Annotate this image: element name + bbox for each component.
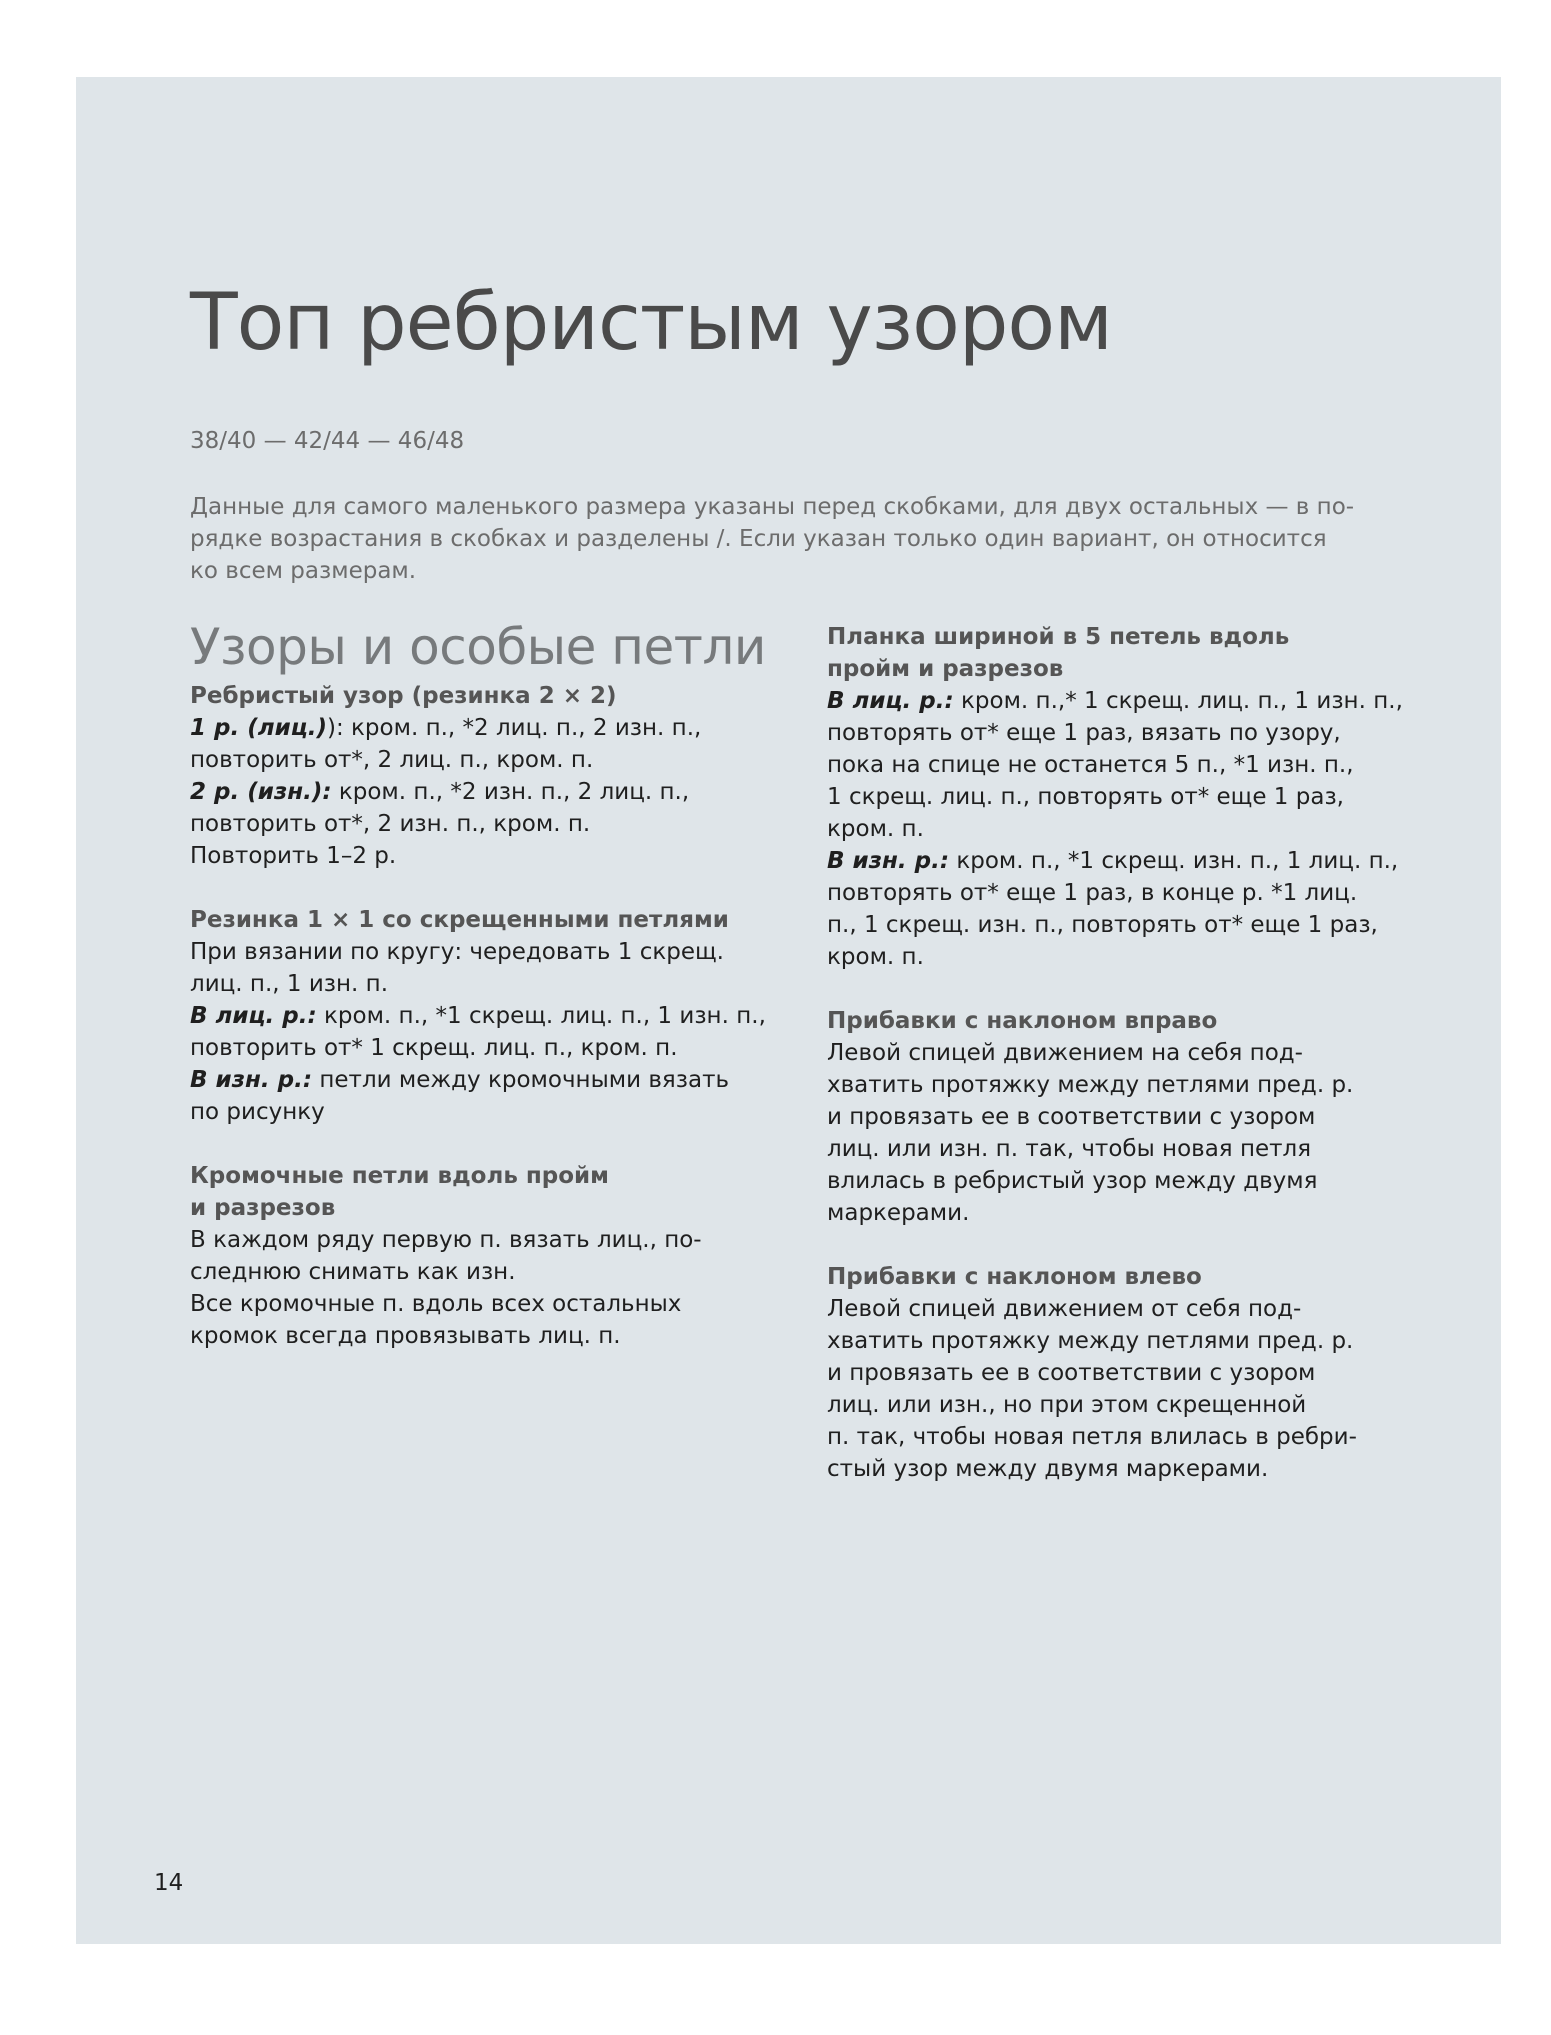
intro-paragraph [190, 491, 1354, 587]
increase-left-line: Левой спицей движением от себя под- [827, 1296, 1302, 1322]
placket-face-line [827, 685, 1467, 717]
back-row-label: В изн. р.: [827, 848, 950, 874]
increase-left-line: и провязать ее в соответствии с узором [827, 1360, 1316, 1386]
right-column [827, 621, 1467, 1517]
placket-text-line: повторять от* еще 1 раз, в конце р. *1 лиц. [827, 880, 1358, 906]
intro-line: ко всем размерам. [190, 558, 417, 584]
increase-right-line: и провязать ее в соответствии с узором [827, 1104, 1316, 1130]
placket-text-line: повторять от* еще 1 раз, вязать по узору, [827, 720, 1341, 746]
ribbed-pattern-block [190, 680, 790, 872]
rib1x1-line: лиц. п., 1 изн. п. [190, 971, 389, 997]
rib1x1-line: При вязании по кругу: чередовать 1 скрещ. [190, 939, 724, 965]
placket-text-line: п., 1 скрещ. изн. п., повторять от* еще 1 раз, [827, 912, 1378, 938]
page-number: 14 [154, 1870, 184, 1896]
placket-heading-line: пройм и разрезов [827, 656, 1064, 682]
back-row-text: кром. п., *1 скрещ. изн. п., 1 лиц. п., [949, 848, 1399, 874]
placket-text-line: кром. п. [827, 816, 924, 842]
row1-line [190, 712, 790, 744]
section-title: Узоры и особые петли [190, 618, 766, 676]
row2-label: 2 р. (изн.): [190, 779, 332, 805]
placket-back-line [827, 845, 1467, 877]
intro-line: рядке возрастания в скобках и разделены /. Если указан только один вариант, он относится [190, 526, 1327, 552]
edge-stitches-block [190, 1160, 790, 1352]
row1-label: 1 р. (лиц.) [190, 715, 327, 741]
edge-text-line: Все кромочные п. вдоль всех остальных [190, 1291, 682, 1317]
rib1x1-back-continuation: по рисунку [190, 1099, 325, 1125]
rib1x1-heading: Резинка 1 × 1 со скрещенными петлями [190, 907, 729, 933]
sizes-line: 38/40 — 42/44 — 46/48 [190, 428, 465, 454]
back-row-text: петли между кромочными вязать [312, 1067, 730, 1093]
edge-text-line: следнюю снимать как изн. [190, 1259, 516, 1285]
left-column [190, 618, 790, 1384]
repeat-line: Повторить 1–2 р. [190, 843, 397, 869]
row2-line [190, 776, 790, 808]
placket-block [827, 621, 1467, 973]
row1-text: ): кром. п., *2 лиц. п., 2 изн. п., [327, 715, 702, 741]
row2-text: кром. п., *2 изн. п., 2 лиц. п., [331, 779, 690, 805]
placket-text-line: пока на спице не останется 5 п., *1 изн. п., [827, 752, 1354, 778]
increase-right-line: маркерами. [827, 1200, 970, 1226]
rib1x1-block [190, 904, 790, 1128]
rib1x1-back-line [190, 1064, 790, 1096]
increase-right-line: хватить протяжку между петлями пред. р. [827, 1072, 1354, 1098]
increase-right-block [827, 1005, 1467, 1229]
increase-left-block [827, 1261, 1467, 1485]
back-row-label: В изн. р.: [190, 1067, 313, 1093]
increase-right-line: Левой спицей движением на себя под- [827, 1040, 1303, 1066]
page-title: Топ ребристым узором [190, 278, 1112, 368]
increase-right-line: влилась в ребристый узор между двумя [827, 1168, 1318, 1194]
increase-right-heading: Прибавки с наклоном вправо [827, 1008, 1218, 1034]
face-row-text: кром. п., *1 скрещ. лиц. п., 1 изн. п., [316, 1003, 766, 1029]
increase-left-heading: Прибавки с наклоном влево [827, 1264, 1202, 1290]
edge-heading-line: Кромочные петли вдоль пройм [190, 1163, 609, 1189]
face-row-text: кром. п.,* 1 скрещ. лиц. п., 1 изн. п., [953, 688, 1403, 714]
row2-continuation: повторить от*, 2 изн. п., кром. п. [190, 811, 591, 837]
rib1x1-face-line [190, 1000, 790, 1032]
increase-left-line: п. так, чтобы новая петля влилась в ребри- [827, 1424, 1357, 1450]
rib1x1-face-continuation: повторить от* 1 скрещ. лиц. п., кром. п. [190, 1035, 678, 1061]
row1-continuation: повторить от*, 2 лиц. п., кром. п. [190, 747, 594, 773]
edge-heading-line: и разрезов [190, 1195, 336, 1221]
increase-left-line: хватить протяжку между петлями пред. р. [827, 1328, 1354, 1354]
placket-text-line: 1 скрещ. лиц. п., повторять от* еще 1 раз, [827, 784, 1344, 810]
face-row-label: В лиц. р.: [190, 1003, 317, 1029]
placket-text-line: кром. п. [827, 944, 924, 970]
increase-left-line: лиц. или изн., но при этом скрещенной [827, 1392, 1307, 1418]
placket-heading-line: Планка шириной в 5 петель вдоль [827, 624, 1290, 650]
increase-right-line: лиц. или изн. п. так, чтобы новая петля [827, 1136, 1312, 1162]
intro-line: Данные для самого маленького размера указаны перед скобками, для двух остальных — в по- [190, 494, 1355, 520]
edge-text-line: В каждом ряду первую п. вязать лиц., по- [190, 1227, 702, 1253]
edge-text-line: кромок всегда провязывать лиц. п. [190, 1323, 621, 1349]
ribbed-pattern-heading: Ребристый узор (резинка 2 × 2) [190, 683, 617, 709]
increase-left-line: стый узор между двумя маркерами. [827, 1456, 1269, 1482]
face-row-label: В лиц. р.: [827, 688, 954, 714]
